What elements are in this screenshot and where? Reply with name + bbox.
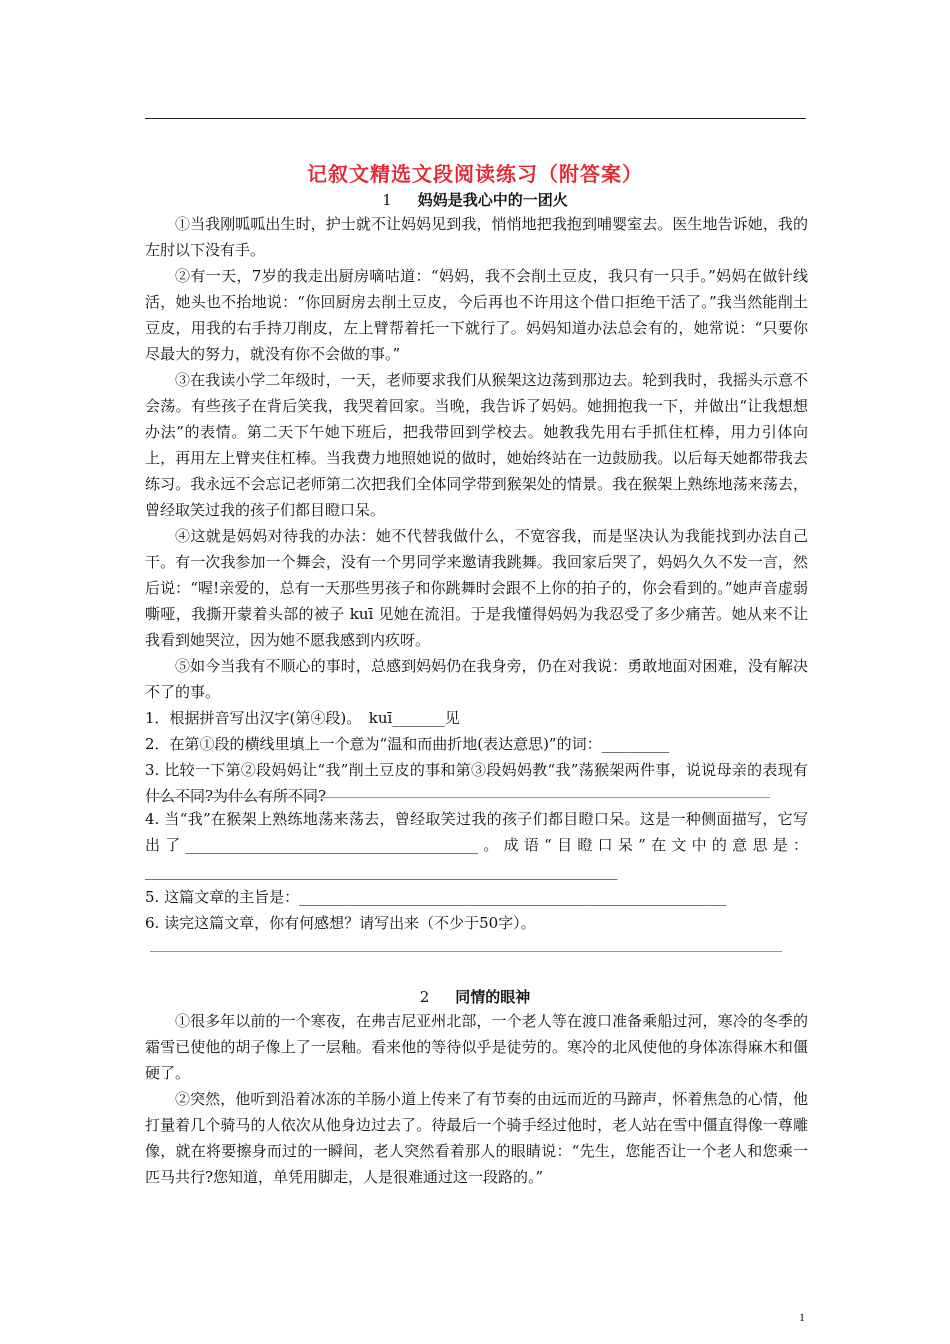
section-1-questions	[145, 806, 808, 936]
question-2: 2．在第①段的横线里填上一个意为“温和而曲折地(表达意思)”的词：_________	[145, 735, 670, 753]
section-1-heading	[0, 189, 950, 210]
section-1-body	[145, 211, 808, 809]
paragraph: ④这就是妈妈对待我的办法：她不代替我做什么，不宽容我，而是坚决认为我能找到办法自己干。有一次我参加一个舞会，没有一个男同学来邀请我跳舞。我回家后哭了，妈妈久久不发一言，然后说：“喔!亲爱的，总有一天那些男孩子和你跳舞时会跟不上你的拍子的，你会看到的。”她声音虚弱嘶哑，我撕开蒙着头部的被子 kuī 见她在流泪。于是我懂得妈妈为我忍受了多少痛苦。她从来不让我看到她哭泣，因为她不愿我感到内疚呀。	[145, 527, 808, 649]
paragraph: ②突然，他听到沿着冰冻的羊肠小道上传来了有节奏的由远而近的马蹄声，怀着焦急的心情，他打量着几个骑马的人依次从他身边过去了。待最后一个骑手经过他时，老人站在雪中僵直得像一尊雕像，就在将要擦身而过的一瞬间，老人突然看着那人的眼睛说：“先生，您能否让一个老人和您乘一匹马共行?您知道，单凭用脚走，人是很难通过这一段路的。”	[145, 1090, 808, 1186]
question-6: 6. 读完这篇文章，你有何感想？请写出来（不少于50字）。	[145, 914, 536, 932]
paragraph: ①当我刚呱呱出生时，护士就不让妈妈见到我，悄悄地把我抱到哺婴室去。医生地告诉她，我的左肘以下没有手。	[145, 215, 808, 259]
section-2-number: 2	[419, 988, 430, 1006]
answer-line-3	[147, 797, 770, 798]
question-4: 4. 当“我”在猴架上熟练地荡来荡去，曾经取笑过我的孩子们都目瞪口呆。这是一种侧面描写，它写出了_______________________________________。成语“目瞪口呆”在文中的意思是：_______________________________________________________________	[145, 810, 808, 880]
page-number: 1	[799, 1310, 805, 1324]
paragraph: ③在我读小学二年级时，一天，老师要求我们从猴架这边荡到那边去。轮到我时，我摇头示意不会荡。有些孩子在背后笑我，我哭着回家。当晚，我告诉了妈妈。她拥抱我一下，并做出“让我想想办法”的表情。第二天下午她下班后，把我带回到学校去。她教我先用右手抓住杠棒，用力引体向上，再用左上臂夹住杠棒。当我费力地照她说的做时，她始终站在一边鼓励我。以后每天她都带我去练习。我永远不会忘记老师第二次把我们全体同学带到猴架处的情景。我在猴架上熟练地荡来荡去，曾经取笑过我的孩子们都目瞪口呆。	[145, 371, 808, 519]
paragraph: ⑤如今当我有不顺心的事时，总感到妈妈仍在我身旁，仍在对我说：勇敢地面对困难，没有解决不了的事。	[145, 657, 808, 701]
section-2-heading	[0, 986, 950, 1007]
header-rule	[145, 118, 806, 119]
paragraph: ①很多年以前的一个寒夜，在弗吉尼亚州北部，一个老人等在渡口准备乘船过河，寒冷的冬季的霜雪已使他的胡子像上了一层釉。看来他的等待似乎是徒劳的。寒冷的北风使他的身体冻得麻木和僵硬了。	[145, 1012, 808, 1082]
paragraph: ②有一天，7岁的我走出厨房嘀咕道：“妈妈，我不会削土豆皮，我只有一只手。”妈妈在做针线活，她头也不抬地说：“你回厨房去削土豆皮，今后再也不许用这个借口拒绝干活了。”我当然能削土豆皮，用我的右手持刀削皮，左上臂帮着托一下就行了。妈妈知道办法总会有的，她常说：“只要你尽最大的努力，就没有你不会做的事。”	[145, 267, 808, 363]
question-3: 3. 比较一下第②段妈妈让“我”削土豆皮的事和第③段妈妈教“我”荡猴架两件事，说说母亲的表现有什么不同?为什么有所不同?	[145, 761, 808, 805]
answer-line-6	[150, 951, 782, 952]
section-2-body	[145, 1008, 808, 1190]
page-title: 记叙文精选文段阅读练习（附答案）	[307, 162, 643, 186]
question-1: 1．根据拼音写出汉字(第④段)。 kuī_______见	[145, 709, 460, 727]
question-5: 5. 这篇文章的主旨是：_________________________________________________________	[145, 888, 727, 906]
section-1-number: 1	[382, 191, 392, 209]
section-1-title: 妈妈是我心中的一团火	[417, 191, 568, 209]
section-2-title: 同情的眼神	[455, 988, 531, 1006]
